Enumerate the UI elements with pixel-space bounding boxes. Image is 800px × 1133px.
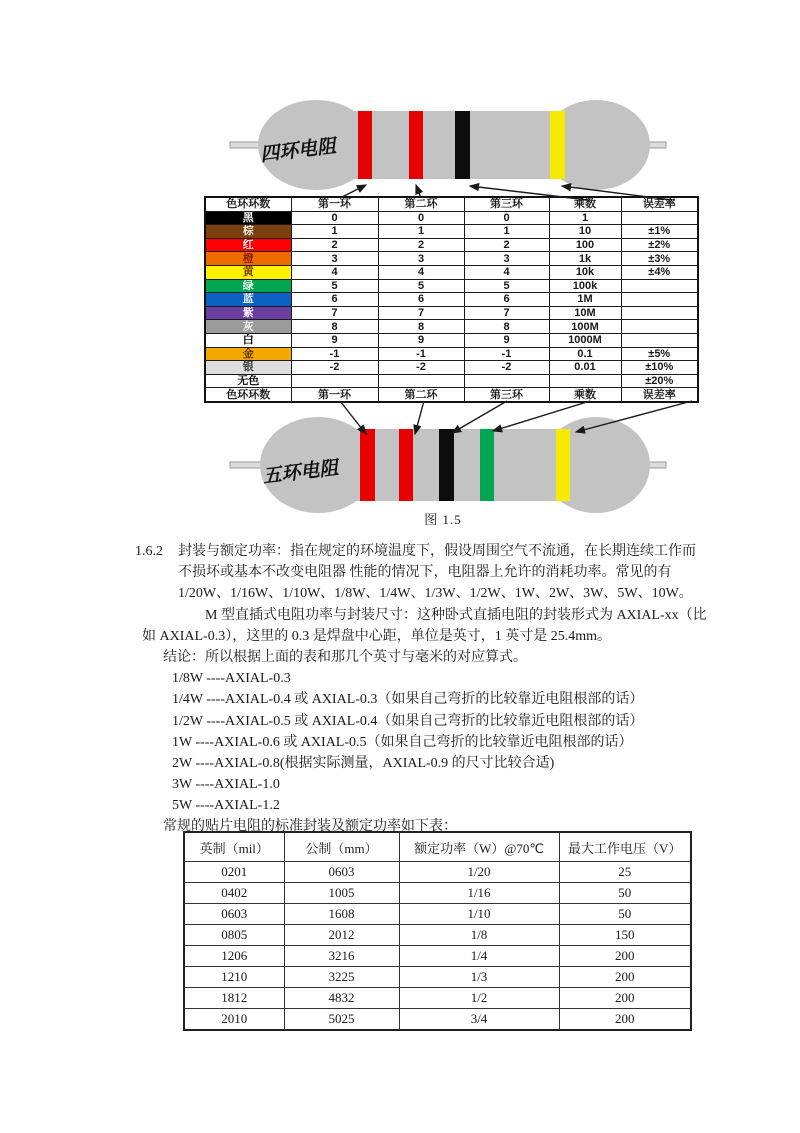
cell: 10 <box>549 225 621 239</box>
color-band-3 <box>439 429 454 501</box>
axial-list-item: 1/8W ----AXIAL-0.3 <box>172 671 291 687</box>
color-swatch-cell: 紫 <box>205 306 291 320</box>
cell: 150 <box>559 925 691 946</box>
cell: 1/20 <box>399 862 559 883</box>
table-row-colorless <box>205 374 698 388</box>
color-swatch-cell: 白 <box>205 333 291 347</box>
column-header: 公制（mm） <box>284 832 399 862</box>
cell: 1 <box>549 211 621 225</box>
cell: 50 <box>559 904 691 925</box>
table-row <box>184 946 691 967</box>
cell: 8 <box>464 320 549 334</box>
cell: 6 <box>291 293 378 307</box>
cell <box>621 279 698 293</box>
table-row-white <box>205 333 698 347</box>
cell: 2 <box>378 238 464 252</box>
five-band-resistor-figure <box>228 412 668 524</box>
cell <box>621 320 698 334</box>
cell: 1M <box>549 293 621 307</box>
cell: 4 <box>378 265 464 279</box>
column-header: 英制（mil） <box>184 832 284 862</box>
cell: 1210 <box>184 967 284 988</box>
table-row <box>184 904 691 925</box>
cell: 9 <box>378 333 464 347</box>
cell: -1 <box>291 347 378 361</box>
cell: 0.1 <box>549 347 621 361</box>
cell: 0805 <box>184 925 284 946</box>
cell: 10M <box>549 306 621 320</box>
cell: 4 <box>464 265 549 279</box>
cell: 0402 <box>184 883 284 904</box>
cell: 0603 <box>184 904 284 925</box>
cell: ±3% <box>621 252 698 266</box>
cell: 2 <box>291 238 378 252</box>
cell: 3/4 <box>399 1009 559 1031</box>
axial-list-item: 1/2W ----AXIAL-0.5 或 AXIAL-0.4（如果自己弯折的比较靠近电阻根部的话） <box>172 713 644 729</box>
cell: ±10% <box>621 361 698 375</box>
cell: 0 <box>378 211 464 225</box>
cell: 6 <box>378 293 464 307</box>
color-swatch-cell: 黄 <box>205 265 291 279</box>
table-row <box>184 988 691 1009</box>
cell <box>464 374 549 388</box>
cell: 3 <box>464 252 549 266</box>
cell: -1 <box>378 347 464 361</box>
cell: 10k <box>549 265 621 279</box>
paragraph-line: 不损坏或基本不改变电阻器 性能的情况下，电阻器上允许的消耗功率。常见的有 <box>178 565 672 581</box>
color-swatch-cell: 银 <box>205 361 291 375</box>
resistor-label: 四环电阻 <box>259 135 338 166</box>
cell: 0 <box>291 211 378 225</box>
smd-table-intro: 常规的贴片电阻的标准封装及额定功率如下表： <box>163 819 457 835</box>
cell: 1k <box>549 252 621 266</box>
color-swatch-cell: 灰 <box>205 320 291 334</box>
column-header: 第一环 <box>291 197 378 211</box>
cell: 6 <box>464 293 549 307</box>
cell: 2012 <box>284 925 399 946</box>
cell: 7 <box>378 306 464 320</box>
axial-list-item: 3W ----AXIAL-1.0 <box>172 777 280 793</box>
color-swatch-cell: 金 <box>205 347 291 361</box>
resistor-color-code-table <box>204 196 699 403</box>
paragraph-line <box>0 541 800 562</box>
color-swatch-cell: 红 <box>205 238 291 252</box>
cell: 5 <box>464 279 549 293</box>
cell: 25 <box>559 862 691 883</box>
paragraph-line: 如 AXIAL-0.3），这里的 0.3 是焊盘中心距，单位是英寸，1 英寸是 25.4mm。 <box>142 628 611 644</box>
cell <box>291 374 378 388</box>
column-header: 最大工作电压（V） <box>559 832 691 862</box>
table-row <box>184 967 691 988</box>
column-header: 第二环 <box>378 197 464 211</box>
column-header: 额定功率（W）@70℃ <box>399 832 559 862</box>
cell: ±4% <box>621 265 698 279</box>
cell <box>378 374 464 388</box>
cell: -1 <box>464 347 549 361</box>
cell: 1812 <box>184 988 284 1009</box>
cell: 3216 <box>284 946 399 967</box>
cell: ±5% <box>621 347 698 361</box>
column-footer: 误差率 <box>621 388 698 402</box>
cell <box>549 374 621 388</box>
axial-list-item: 2W ----AXIAL-0.8(根据实际测量，AXIAL-0.9 的尺寸比较合适) <box>172 755 555 771</box>
cell: 200 <box>559 988 691 1009</box>
table-row-gray <box>205 320 698 334</box>
axial-list-item: 1W ----AXIAL-0.6 或 AXIAL-0.5（如果自己弯折的比较靠近电阻根部的话） <box>172 734 633 750</box>
cell: 100 <box>549 238 621 252</box>
paragraph-text: 封装与额定功率：指在规定的环境温度下，假设周围空气不流通，在长期连续工作而 <box>178 544 696 559</box>
paragraph-line: 结论：所以根据上面的表和那几个英寸与毫米的对应算式。 <box>163 649 527 665</box>
table-row-silver <box>205 361 698 375</box>
cell: 4 <box>291 265 378 279</box>
cell: 0 <box>464 211 549 225</box>
cell: 1/8 <box>399 925 559 946</box>
color-band-4 <box>480 429 494 501</box>
cell: ±1% <box>621 225 698 239</box>
resistor-label: 五环电阻 <box>261 457 340 488</box>
table-row-blue <box>205 293 698 307</box>
cell: -2 <box>378 361 464 375</box>
cell <box>621 333 698 347</box>
footer-row <box>205 388 698 402</box>
table-row-brown <box>205 225 698 239</box>
cell: 1206 <box>184 946 284 967</box>
cell: 7 <box>464 306 549 320</box>
color-band-2 <box>399 429 413 501</box>
table-row-violet <box>205 306 698 320</box>
table-row <box>184 883 691 904</box>
table-row-green <box>205 279 698 293</box>
cell: 5025 <box>284 1009 399 1031</box>
cell: 0.01 <box>549 361 621 375</box>
cell: 7 <box>291 306 378 320</box>
color-band-5 <box>556 429 570 501</box>
column-footer: 第二环 <box>378 388 464 402</box>
cell: 1/4 <box>399 946 559 967</box>
cell: 1608 <box>284 904 399 925</box>
smd-package-table <box>183 831 692 1031</box>
cell <box>621 211 698 225</box>
cell: 0603 <box>284 862 399 883</box>
cell: 1 <box>464 225 549 239</box>
cell: 1/10 <box>399 904 559 925</box>
cell: 1 <box>291 225 378 239</box>
column-footer: 第三环 <box>464 388 549 402</box>
table-row <box>184 1009 691 1031</box>
color-band-1 <box>360 429 375 501</box>
cell: 200 <box>559 1009 691 1031</box>
cell: 8 <box>378 320 464 334</box>
cell: -2 <box>291 361 378 375</box>
cell <box>621 306 698 320</box>
cell: 200 <box>559 946 691 967</box>
cell: 9 <box>464 333 549 347</box>
section-number: 1.6.2 <box>135 544 163 559</box>
cell: 1/16 <box>399 883 559 904</box>
cell: 100k <box>549 279 621 293</box>
section-1-6-2 <box>0 541 800 838</box>
table-row-red <box>205 238 698 252</box>
paragraph-line: 1/20W、1/16W、1/10W、1/8W、1/4W、1/3W、1/2W、1W、2W、3W、5W、10W。 <box>178 586 693 602</box>
color-swatch-cell: 绿 <box>205 279 291 293</box>
cell: ±2% <box>621 238 698 252</box>
table-row-orange <box>205 252 698 266</box>
column-header: 乘数 <box>549 197 621 211</box>
cell: 3225 <box>284 967 399 988</box>
cell: 100M <box>549 320 621 334</box>
column-header: 色环环数 <box>205 197 291 211</box>
cell: 5 <box>378 279 464 293</box>
color-band-4 <box>550 111 565 179</box>
cell: 50 <box>559 883 691 904</box>
cell: 1 <box>378 225 464 239</box>
cell: 1005 <box>284 883 399 904</box>
table-row-gold <box>205 347 698 361</box>
color-swatch-cell: 黑 <box>205 211 291 225</box>
color-swatch-cell: 橙 <box>205 252 291 266</box>
paragraph-line: M 型直插式电阻功率与封装尺寸：这种卧式直插电阻的封装形式为 AXIAL-xx（比 <box>205 607 707 623</box>
color-band-2 <box>409 111 423 179</box>
cell: 8 <box>291 320 378 334</box>
cell: 1/3 <box>399 967 559 988</box>
cell <box>621 293 698 307</box>
column-header: 误差率 <box>621 197 698 211</box>
cell: 3 <box>291 252 378 266</box>
table-row-yellow <box>205 265 698 279</box>
cell: 4832 <box>284 988 399 1009</box>
cell: 0201 <box>184 862 284 883</box>
column-footer: 第一环 <box>291 388 378 402</box>
cell: ±20% <box>621 374 698 388</box>
color-band-3 <box>455 111 470 179</box>
four-band-resistor-figure <box>228 98 668 193</box>
figure-caption: 图 1.5 <box>424 512 462 527</box>
color-swatch-cell: 无色 <box>205 374 291 388</box>
axial-list-item: 5W ----AXIAL-1.2 <box>172 798 280 814</box>
column-header: 第三环 <box>464 197 549 211</box>
color-swatch-cell: 棕 <box>205 225 291 239</box>
table-row <box>184 925 691 946</box>
cell: 2010 <box>184 1009 284 1031</box>
column-footer: 色环环数 <box>205 388 291 402</box>
axial-list-item: 1/4W ----AXIAL-0.4 或 AXIAL-0.3（如果自己弯折的比较靠近电阻根部的话） <box>172 692 644 708</box>
table-row <box>184 862 691 883</box>
column-footer: 乘数 <box>549 388 621 402</box>
header-row <box>184 832 691 862</box>
cell: 1/2 <box>399 988 559 1009</box>
color-band-1 <box>358 111 372 179</box>
cell: 5 <box>291 279 378 293</box>
cell: 1000M <box>549 333 621 347</box>
header-row <box>205 197 698 211</box>
table-row-black <box>205 211 698 225</box>
cell: 3 <box>378 252 464 266</box>
color-swatch-cell: 蓝 <box>205 293 291 307</box>
cell: 9 <box>291 333 378 347</box>
cell: 2 <box>464 238 549 252</box>
cell: 200 <box>559 967 691 988</box>
cell: -2 <box>464 361 549 375</box>
